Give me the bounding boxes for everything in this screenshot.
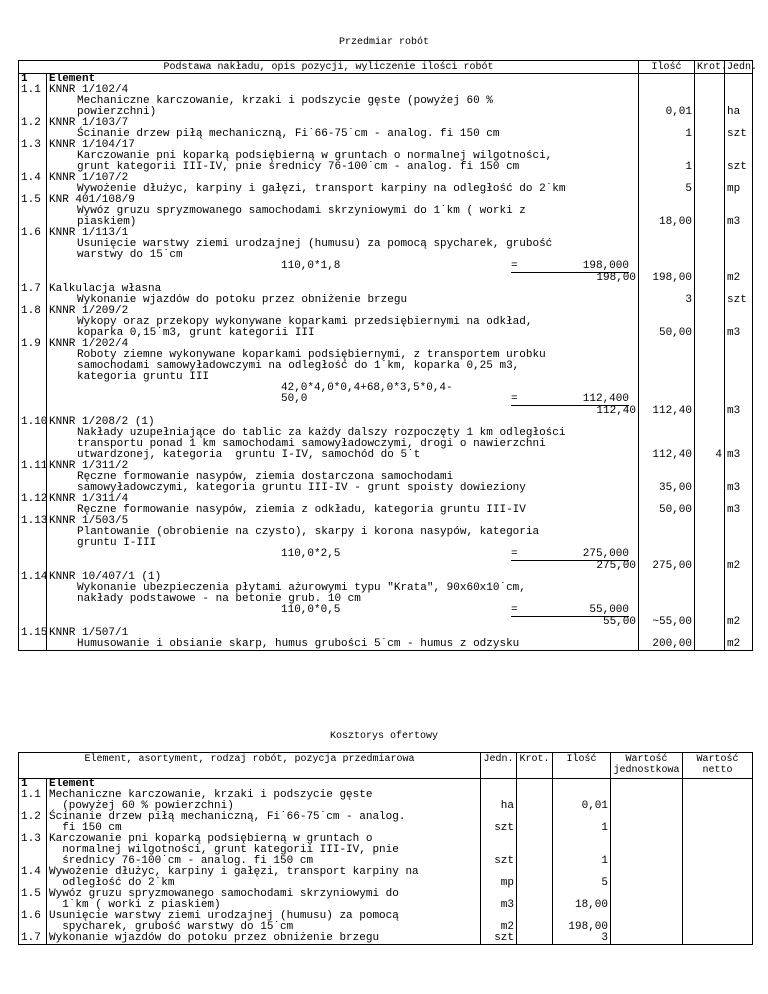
kosztorys-header-qty: Ilość (553, 753, 611, 779)
description-line: samochodami samowyładowczymi na odległość do 1˙km, koparka 0,25 m3, (77, 360, 520, 372)
description-line: Wykopy oraz przekopy wykonywane koparkami przedsiębiernymi na odkład, (77, 316, 533, 328)
position-description (47, 572, 639, 628)
description-line: KNNR 1/507/1 (49, 627, 129, 639)
position-row (19, 140, 753, 173)
kosztorys-title: Kosztorys ofertowy (329, 731, 439, 742)
element-empty-unit (481, 779, 517, 791)
position-description (47, 628, 639, 651)
position-unit: m2 (725, 572, 753, 628)
description-line: KNNR 1/103/7 (49, 117, 129, 129)
description-line: KNNR 1/209/2 (49, 305, 129, 317)
element-empty-unit (725, 74, 753, 86)
cost-net-value (683, 834, 753, 867)
cost-multiplier (517, 834, 553, 867)
position-number: 1.15 (19, 628, 47, 651)
position-unit: m2 (725, 228, 753, 284)
position-row (19, 339, 753, 417)
description-line: fi 150 cm (49, 822, 122, 834)
cost-quantity: 3 (553, 933, 611, 945)
position-unit: mp (725, 173, 753, 195)
description-line: gruntu I-III (77, 537, 157, 549)
description-line: KNNR 1/113/1 (49, 227, 129, 239)
position-unit: m3 (725, 494, 753, 516)
description-line: samowyładowczymi, kategoria gruntu III-IV - grunt spoisty dowieziony (77, 482, 526, 494)
position-row (19, 306, 753, 339)
position-unit: szt (725, 140, 753, 173)
position-row (19, 118, 753, 140)
position-quantity: 35,00 (639, 461, 695, 494)
cost-unit-price (611, 933, 683, 945)
position-number: 1.2 (19, 118, 47, 140)
position-unit: szt (725, 118, 753, 140)
cost-unit-price (611, 834, 683, 867)
cost-unit: szt (481, 812, 517, 834)
calc-result: 198,000 (511, 261, 629, 273)
cost-number: 1.1 (19, 790, 47, 812)
description-line: Ręczne formowanie nasypów, ziemia dostarczona samochodami (77, 471, 454, 483)
position-number: 1.12 (19, 494, 47, 516)
element-number: 1 (19, 779, 47, 791)
przedmiar-title: Przedmiar robót (338, 37, 429, 48)
position-quantity: 112,40 (639, 417, 695, 461)
cost-quantity: 18,00 (553, 889, 611, 911)
description-line: Mechaniczne karczowanie, krzaki i podszycie gęste (powyżej 60 % (77, 95, 493, 107)
element-empty-krot (517, 779, 553, 791)
description-line: warstwy do 15˙cm (77, 249, 183, 261)
cost-multiplier (517, 933, 553, 945)
description-line: powierzchni) (77, 106, 157, 118)
position-unit: m2 (725, 628, 753, 651)
position-row (19, 461, 753, 494)
position-quantity: 198,00 (639, 228, 695, 284)
cost-row (19, 933, 753, 945)
kosztorys-header-unit: Jedn. (481, 753, 517, 779)
position-number: 1.7 (19, 284, 47, 306)
description-line: KNNR 10/407/1 (1) (49, 571, 162, 583)
cost-description (47, 933, 481, 945)
cost-unit-price (611, 911, 683, 933)
element-empty-net (683, 779, 753, 791)
position-quantity: 200,00 (639, 628, 695, 651)
position-number: 1.1 (19, 85, 47, 118)
cost-unit: mp (481, 867, 517, 889)
cost-quantity: 5 (553, 867, 611, 889)
position-description (47, 85, 639, 118)
position-multiplier (695, 516, 725, 572)
position-quantity: 275,00 (639, 516, 695, 572)
cost-row (19, 889, 753, 911)
position-quantity: 3 (639, 284, 695, 306)
position-row (19, 85, 753, 118)
description-line: koparka 0,15˙m3, grunt kategorii III (77, 327, 315, 339)
description-line: Roboty ziemne wykonywane koparkami podsiębiernymi, z transportem urobku (77, 349, 546, 361)
position-multiplier (695, 118, 725, 140)
position-row (19, 516, 753, 572)
position-quantity: ~55,00 (639, 572, 695, 628)
position-unit: m2 (725, 516, 753, 572)
description-line: KNR 401/108/9 (49, 194, 135, 206)
description-line: KNNR 1/208/2 (1) (49, 416, 155, 428)
calc-result: 112,400 (511, 394, 629, 406)
element-empty-qty (553, 779, 611, 791)
position-description (47, 494, 639, 516)
description-line: Nakłady uzupełniające do tablic za każdy dalszy rozpoczęty 1 km odległości (77, 427, 566, 439)
description-line: KNNR 1/503/5 (49, 515, 129, 527)
cost-unit-price (611, 889, 683, 911)
przedmiar-header-desc: Podstawa nakładu, opis pozycji, wyliczenie ilości robót (19, 61, 639, 74)
kosztorys-header-desc: Element, asortyment, rodzaj robót, pozycja przedmiarowa (19, 753, 481, 779)
calc-expression: 110,0*0,5 (281, 604, 341, 616)
description-line: średnicy 76-100˙cm - analog. fi 150 cm (49, 855, 314, 867)
position-number: 1.9 (19, 339, 47, 417)
position-description (47, 339, 639, 417)
description-line: Karczowanie pni koparką podsiębierną w gruntach o (49, 833, 373, 845)
cost-number: 1.2 (19, 812, 47, 834)
calc-expression: 110,0*2,5 (281, 548, 341, 560)
kosztorys-header-krot: Krot. (517, 753, 553, 779)
position-quantity: 18,00 (639, 195, 695, 228)
calc-sum: 275,00 (596, 560, 636, 572)
calc-sum: 198,00 (596, 272, 636, 284)
cost-row (19, 812, 753, 834)
position-number: 1.14 (19, 572, 47, 628)
calc-result: 275,000 (511, 549, 629, 561)
position-unit: m3 (725, 417, 753, 461)
position-description (47, 516, 639, 572)
description-line: Usunięcie warstwy ziemi urodzajnej (humusu) za pomocą (49, 910, 399, 922)
cost-row (19, 911, 753, 933)
position-number: 1.8 (19, 306, 47, 339)
cost-unit-price (611, 812, 683, 834)
position-number: 1.13 (19, 516, 47, 572)
description-line: Wykonanie wjazdów do potoku przez obniżenie brzegu (77, 294, 408, 306)
cost-unit: m2 (481, 911, 517, 933)
cost-unit: m3 (481, 889, 517, 911)
calc-sum: 55,00 (602, 616, 636, 628)
description-line: Wywożenie dłużyc, karpiny i gałęzi, transport karpiny na odległość do 2˙km (77, 183, 566, 195)
position-quantity: 50,00 (639, 494, 695, 516)
position-row (19, 173, 753, 195)
description-line: nakłady podstawowe - na betonie grub. 10 cm (77, 593, 361, 605)
position-row (19, 494, 753, 516)
cost-row (19, 834, 753, 867)
description-line: utwardzonej, kategoria gruntu I-IV, samochód do 5˙t (77, 449, 421, 461)
description-line: Kalkulacja własna (49, 283, 162, 295)
cost-net-value (683, 933, 753, 945)
description-line: Wywóz gruzu spryzmowanego samochodami skrzyniowymi do (49, 888, 399, 900)
position-unit: m3 (725, 306, 753, 339)
description-line: transportu ponad 1 km samochodami samowyładowczymi, drogi o nawierzchni (77, 438, 546, 450)
calc-expression: 42,0*4,0*0,4+68,0*3,5*0,4- (281, 382, 453, 394)
position-quantity: 1 (639, 118, 695, 140)
description-line: kategoria gruntu III (77, 371, 210, 383)
przedmiar-table (18, 60, 758, 651)
element-name: Element (47, 74, 639, 86)
position-multiplier (695, 339, 725, 417)
position-unit: m3 (725, 461, 753, 494)
position-row (19, 628, 753, 651)
position-description (47, 195, 639, 228)
position-multiplier (695, 85, 725, 118)
description-line: 1˙km ( worki z piaskiem) (49, 899, 221, 911)
cost-unit-price (611, 867, 683, 889)
position-number: 1.4 (19, 173, 47, 195)
position-multiplier (695, 628, 725, 651)
element-empty-krot (695, 74, 725, 86)
element-empty-qty (639, 74, 695, 86)
cost-row (19, 867, 753, 889)
position-row (19, 572, 753, 628)
position-unit: ha (725, 85, 753, 118)
cost-net-value (683, 812, 753, 834)
element-name: Element (47, 779, 481, 791)
cost-quantity: 1 (553, 812, 611, 834)
przedmiar-header-qty: Ilość (639, 61, 695, 74)
position-number: 1.5 (19, 195, 47, 228)
position-description (47, 306, 639, 339)
calc-sum: 112,40 (596, 405, 636, 417)
position-multiplier (695, 461, 725, 494)
description-line: odległość do 2˙km (49, 877, 175, 889)
cost-net-value (683, 911, 753, 933)
description-line: piaskiem) (77, 216, 137, 228)
position-description (47, 284, 639, 306)
position-multiplier (695, 494, 725, 516)
description-line: Ścinanie drzew piłą mechaniczną, Fi˙66-75˙cm - analog. fi 150 cm (77, 128, 500, 140)
position-number: 1.10 (19, 417, 47, 461)
kosztorys-header-price: Wartość jednostkowa (611, 753, 683, 779)
cost-unit: szt (481, 834, 517, 867)
description-line: (powyżej 60 % powierzchni) (49, 800, 234, 812)
calc-line: 110,0*1,8 = 198,000 (49, 261, 636, 273)
position-row (19, 284, 753, 306)
description-line: Mechaniczne karczowanie, krzaki i podszycie gęste (49, 789, 373, 801)
position-multiplier (695, 195, 725, 228)
description-line: KNNR 1/311/2 (49, 460, 129, 472)
cost-quantity: 198,00 (553, 911, 611, 933)
cost-quantity: 0,01 (553, 790, 611, 812)
position-quantity: 5 (639, 173, 695, 195)
cost-multiplier (517, 812, 553, 834)
cost-number: 1.3 (19, 834, 47, 867)
description-line: Wykonanie wjazdów do potoku przez obniżenie brzegu (49, 932, 380, 944)
description-line: Ścinanie drzew piłą mechaniczną, Fi˙66-75˙cm - analog. (49, 811, 406, 823)
position-description (47, 461, 639, 494)
position-description (47, 417, 639, 461)
cost-number: 1.5 (19, 889, 47, 911)
position-quantity: 1 (639, 140, 695, 173)
przedmiar-header-krot: Krot. (695, 61, 725, 74)
cost-description (47, 889, 481, 911)
cost-net-value (683, 889, 753, 911)
cost-description (47, 867, 481, 889)
calc-line: 110,0*2,5 = 275,000 (49, 549, 636, 561)
cost-row (19, 790, 753, 812)
description-line: Wywożenie dłużyc, karpiny i gałęzi, transport karpiny na (49, 866, 419, 878)
cost-description (47, 812, 481, 834)
position-quantity: 112,40 (639, 339, 695, 417)
cost-multiplier (517, 867, 553, 889)
cost-description (47, 834, 481, 867)
position-unit: m3 (725, 339, 753, 417)
cost-description (47, 911, 481, 933)
kosztorys-header-net: Wartość netto (683, 753, 753, 779)
position-description (47, 228, 639, 284)
position-multiplier (695, 140, 725, 173)
description-line: Karczowanie pni koparką podsiębierną w gruntach o normalnej wilgotności, (77, 150, 553, 162)
description-line: Usunięcie warstwy ziemi urodzajnej (humusu) za pomocą spycharek, grubość (77, 238, 553, 250)
position-unit: szt (725, 284, 753, 306)
description-line: Plantowanie (obrobienie na czysto), skarpy i korona nasypów, kategoria (77, 526, 540, 538)
calc-line: 50,0 = 112,400 (49, 394, 636, 406)
cost-multiplier (517, 911, 553, 933)
description-line: Humusowanie i obsianie skarp, humus grubości 5˙cm - humus z odzysku (77, 638, 520, 650)
calc-result: 55,000 (511, 605, 629, 617)
description-line: KNNR 1/107/2 (49, 172, 129, 184)
position-row (19, 195, 753, 228)
kosztorys-table (18, 752, 753, 945)
calc-expression: 110,0*1,8 (281, 260, 341, 272)
position-number: 1.11 (19, 461, 47, 494)
cost-multiplier (517, 889, 553, 911)
cost-multiplier (517, 790, 553, 812)
description-line: Ręczne formowanie nasypów, ziemia z odkładu, kategoria gruntu III-IV (77, 504, 526, 516)
element-row (19, 74, 753, 86)
description-line: Wykonanie ubezpieczenia płytami ażurowymi typu "Krata", 90x60x10˙cm, (77, 582, 526, 594)
cost-unit-price (611, 790, 683, 812)
position-description (47, 118, 639, 140)
element-empty-price (611, 779, 683, 791)
position-number: 1.3 (19, 140, 47, 173)
position-row (19, 417, 753, 461)
position-multiplier (695, 306, 725, 339)
cost-unit: ha (481, 790, 517, 812)
position-number: 1.6 (19, 228, 47, 284)
position-multiplier (695, 228, 725, 284)
cost-quantity: 1 (553, 834, 611, 867)
description-line: grunt kategorii III-IV, pnie średnicy 76-100˙cm - analog. fi 150 cm (77, 161, 520, 173)
description-line: spycharek, grubość warstwy do 15˙cm (49, 921, 294, 933)
cost-net-value (683, 790, 753, 812)
cost-unit: szt (481, 933, 517, 945)
position-multiplier (695, 173, 725, 195)
position-unit: m3 (725, 195, 753, 228)
calc-line (49, 383, 636, 394)
cost-number: 1.4 (19, 867, 47, 889)
przedmiar-header-unit: Jedn. (725, 61, 753, 74)
description-line: KNNR 1/202/4 (49, 338, 129, 350)
position-multiplier: 4 (695, 417, 725, 461)
element-number: 1 (19, 74, 47, 86)
description-line: Wywóz gruzu spryzmowanego samochodami skrzyniowymi do 1˙km ( worki z (77, 205, 526, 217)
calc-expression: 50,0 (281, 393, 308, 405)
position-quantity: 0,01 (639, 85, 695, 118)
description-line: KNNR 1/102/4 (49, 84, 129, 96)
description-line: normalnej wilgotności, grunt kategorii III-IV, pnie (49, 844, 399, 856)
calc-line: 110,0*0,5 = 55,000 (49, 605, 636, 617)
position-description (47, 173, 639, 195)
cost-number: 1.6 (19, 911, 47, 933)
position-multiplier (695, 284, 725, 306)
cost-number: 1.7 (19, 933, 47, 945)
position-description (47, 140, 639, 173)
position-quantity: 50,00 (639, 306, 695, 339)
description-line: KNNR 1/311/4 (49, 493, 129, 505)
description-line: KNNR 1/104/17 (49, 139, 135, 151)
position-row (19, 228, 753, 284)
cost-description (47, 790, 481, 812)
cost-net-value (683, 867, 753, 889)
position-multiplier (695, 572, 725, 628)
